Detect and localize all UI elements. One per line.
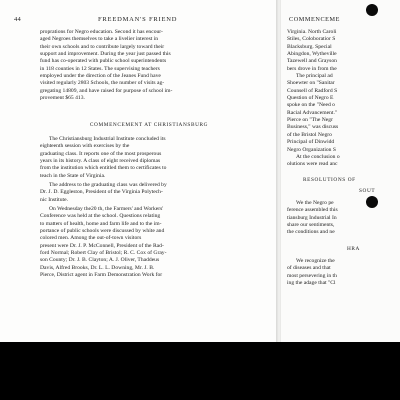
text-line: their own schools and to contribute largely toward their [40,43,165,50]
text-line: The principal ad [296,73,333,80]
text-line: of diseases and that [287,265,331,272]
right-paragraph-top [287,29,400,169]
text-line: portance of public schools were discussed by white and [40,228,165,235]
text-line: Question of Negro E [287,95,334,102]
text-line: Davis, Alfred Brooks, Dr. L. L. Downing, Mr. J. B. [40,264,155,271]
right-paragraph-resolutions [287,200,400,237]
text-line: gregating 14809, and have raised for purpose of school im- [40,87,173,94]
text-line: present were Dr. J. P. McConnell, President of the Rad- [40,242,164,249]
text-line: We the Negro pe [296,200,334,206]
text-line: Racial Advancement." [287,109,338,116]
text-line: aged Negroes themselves to take a livelier interest in [40,36,159,43]
paragraph-jeanes-fund [40,29,258,102]
text-line: colored men. Among the out-of-town visitors [40,235,142,242]
text-line: visited regularly 2803 Schools, the number of visits ag- [40,80,165,87]
text-line: At the conclusion o [296,153,340,160]
text-line: Counsell of Radford S [287,87,338,94]
text-line: provement $65 413. [40,95,85,102]
text-line: bers drove in from the [287,65,337,72]
text-line: graduating class. It reports one of the most prosperous [40,150,162,157]
text-line: Blacksburg. Special [287,43,332,50]
text-line: years in its history. A class of eight received diplomas [40,158,161,165]
text-line: the conditions and ne [287,229,335,236]
text-line: ing the adage that "Cl [287,280,336,287]
text-line: ford Normal; Robert Clay of Bristol; R. C. Cox of Gray- [40,250,167,257]
running-title-right: COMMENCEME [289,16,341,23]
text-line: employed under the direction of the Jeanes Fund have [40,73,161,80]
text-line: Abingdon, Wytheville [287,51,337,58]
text-line: spoke on the "Need o [287,102,335,109]
text-line: of the Bristol Negro [287,131,332,138]
text-line: Tazewell and Grayson [287,58,337,65]
running-title-left: FREEDMAN'S FRIEND [98,16,178,23]
text-line: On Wednesday the20 th, the Farmers' and Workers' [49,206,164,212]
health-heading: HRA [347,246,360,252]
text-line: eighteenth session with exercises by the [40,143,130,150]
resolutions-heading-cont: SOUT [359,188,376,194]
paragraph-commencement [40,136,258,180]
resolutions-heading: RESOLUTIONS OF [303,177,356,183]
binder-hole-top [366,4,378,16]
text-line: to matters of health, home and farm life and to the im- [40,220,162,227]
text-line: proprations for Negro education. Second it has encour- [40,29,163,35]
text-line: Shoewter on "Sanitar [287,80,335,87]
binder-hole-middle [366,196,378,208]
text-line: Dr. J. D. Eggleston, President of the Virginia Polytech- [40,189,163,196]
text-line: share our sentiments, [287,222,335,229]
text-line: Pierce, District agent in Farm Demonstration Work for [40,272,163,279]
text-line: ference assembled this [287,207,338,214]
text-line: The address to the graduating class was delivered by [49,182,167,188]
page-number: 44 [14,16,22,23]
text-line: from the institution which entitled them to certificates to [40,165,167,172]
text-line: The Christiansburg Industrial Institute concluded its [49,136,166,142]
text-line: olutions were read anc [287,161,338,168]
text-line: Negro Organization S [287,146,336,153]
text-line: Pierce on "The Negr [287,117,333,124]
text-line: Conference was held at the school. Questions relating [40,213,161,220]
text-line: son County; Dr. J. B. Clayton; A. J. Oliver, Thaddeus [40,257,160,264]
text-line: Business," was discuss [287,124,339,131]
right-paragraph-health [287,258,400,287]
text-line: We recognize the [296,258,335,264]
text-line: tiansburg Industrial In [287,214,337,221]
paragraph-conference [40,206,258,279]
right-page [281,0,400,342]
text-line: teach in the State of Virginia. [40,172,106,179]
text-line: Virginia. North Caroli [287,29,337,35]
text-line: most persevering in th [287,272,337,279]
text-line: nic Institute. [40,196,68,203]
text-line: Principal of Dinwidd [287,139,335,146]
text-line: support and improvement. During the year just passed this [40,51,171,58]
text-line: in 118 counties in 12 States. The supervising teachers [40,65,160,72]
text-line: Stiles, Coloboratior S [287,36,336,43]
section-heading: COMMENCEMENT AT CHRISTIANSBURG [89,122,209,128]
text-line: fund has co-operated with public school superintendents [40,58,167,65]
paragraph-address [40,182,258,204]
